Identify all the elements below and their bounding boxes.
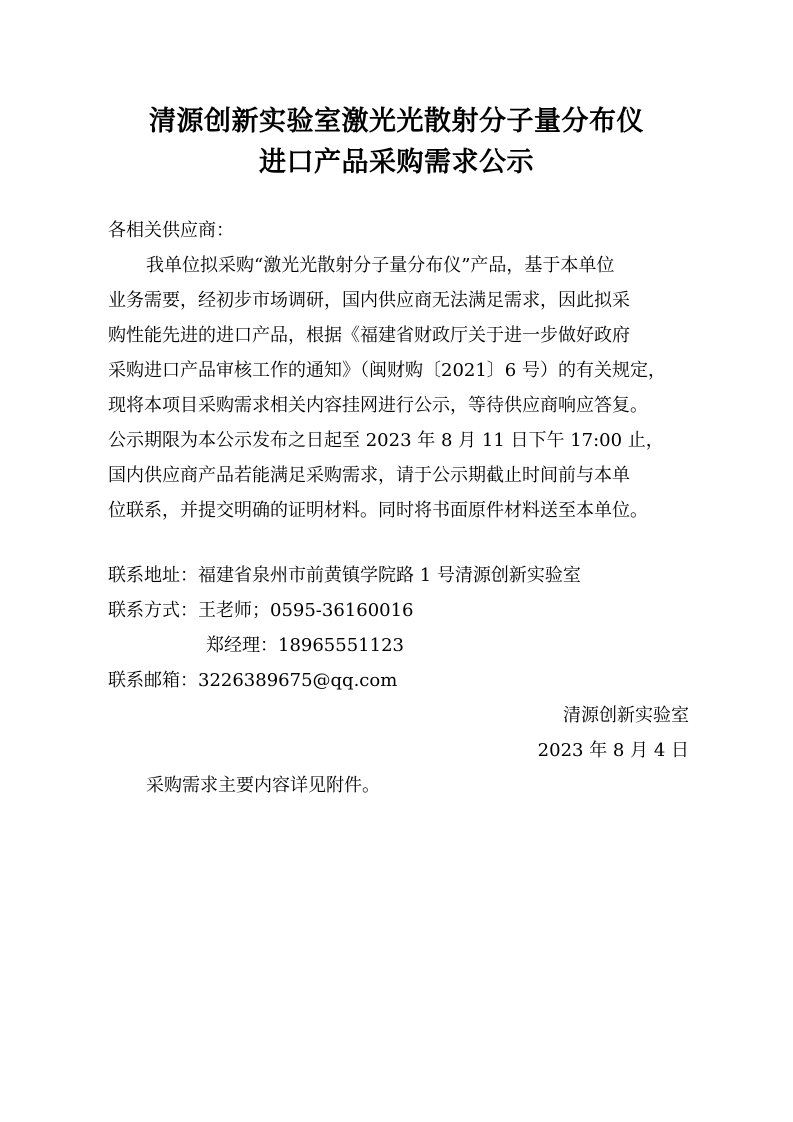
body-line: 采购进口产品审核工作的通知》（闽财购〔2021〕6 号）的有关规定， bbox=[108, 360, 666, 381]
body-line: 位联系，并提交明确的证明材料。同时将书面原件材料送至本单位。 bbox=[108, 500, 648, 521]
contact-address: 联系地址：福建省泉州市前黄镇学院路 1 号清源创新实验室 bbox=[108, 565, 581, 586]
contact-phone-secondary: 郑经理：18965551123 bbox=[206, 635, 404, 656]
document-title-line-2: 进口产品采购需求公示 bbox=[259, 147, 534, 178]
body-line: 业务需要，经初步市场调研，国内供应商无法满足需求，因此拟采 bbox=[108, 290, 630, 311]
body-line: 公示期限为本公示发布之日起至 2023 年 8 月 11 日下午 17:00 止， bbox=[108, 430, 664, 451]
signature-date: 2023 年 8 月 4 日 bbox=[537, 740, 689, 761]
attachment-note: 采购需求主要内容详见附件。 bbox=[146, 775, 380, 796]
body-line: 国内供应商产品若能满足采购需求，请于公示期截止时间前与本单 bbox=[108, 465, 630, 486]
salutation: 各相关供应商： bbox=[108, 220, 234, 241]
body-line: 现将本项目采购需求相关内容挂网进行公示，等待供应商响应答复。 bbox=[108, 395, 648, 416]
body-line: 购性能先进的进口产品，根据《福建省财政厅关于进一步做好政府 bbox=[108, 325, 630, 346]
signature-organization: 清源创新实验室 bbox=[563, 705, 689, 726]
body-line: 我单位拟采购“激光光散射分子量分布仪”产品，基于本单位 bbox=[146, 255, 615, 276]
contact-email: 联系邮箱：3226389675@qq.com bbox=[108, 670, 398, 691]
contact-phone-primary: 联系方式：王老师；0595-36160016 bbox=[108, 600, 414, 621]
document-title-line-1: 清源创新实验室激光光散射分子量分布仪 bbox=[149, 106, 644, 137]
